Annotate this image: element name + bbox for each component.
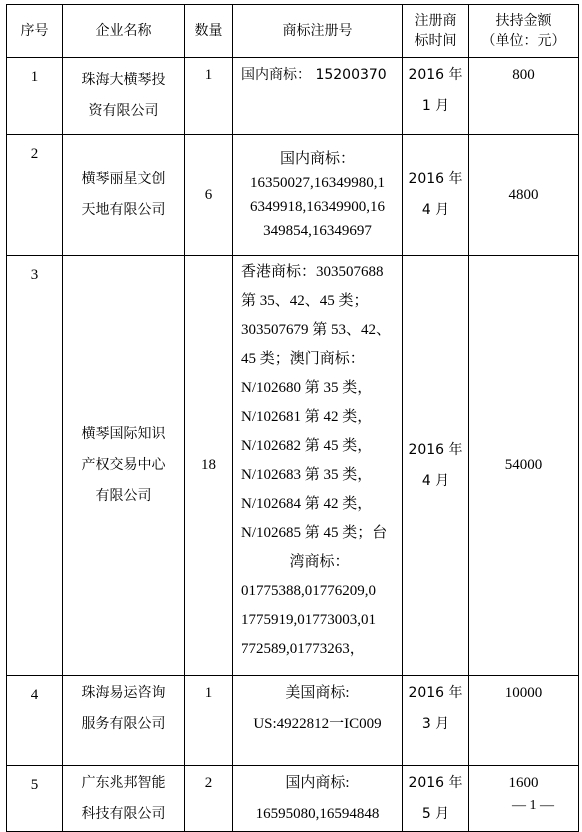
trademark-line: 国内商标:	[285, 775, 350, 791]
row-company	[63, 676, 185, 766]
company-line: 珠海大横琴投	[81, 72, 166, 88]
trademark-line: 772589,01773263，	[241, 641, 365, 657]
row-amount: 54000	[469, 256, 579, 676]
row-index: 2	[7, 135, 63, 256]
table-row	[7, 58, 579, 135]
row-count: 1	[185, 676, 233, 766]
header-amount-line-1: 扶持金额	[495, 13, 552, 29]
trademark-line: 香港商标：303507688	[241, 264, 384, 280]
row-amount: 800	[469, 58, 579, 135]
company-line: 广东兆邦智能	[81, 775, 166, 791]
header-row	[7, 5, 579, 58]
company-line: 科技有限公司	[81, 806, 166, 822]
row-reg-time	[403, 676, 469, 766]
company-line: 横琴国际知识	[81, 426, 166, 442]
reg-time-line: 1 月	[421, 98, 450, 114]
trademark-line: 第 35、42、45 类；	[241, 293, 369, 309]
company-line: 横琴丽星文创	[81, 171, 166, 187]
row-count: 18	[185, 256, 233, 676]
reg-time-line: 2016 年	[408, 171, 463, 187]
trademark-line: 6349918,16349900,16	[250, 199, 385, 215]
table-row	[7, 766, 579, 832]
reg-time-line: 4 月	[421, 472, 450, 489]
trademark-line: US:4922812一IC009	[253, 716, 382, 732]
row-index: 1	[7, 58, 63, 135]
header-company: 企业名称	[63, 5, 185, 58]
row-trademark	[233, 135, 403, 256]
row-reg-time	[403, 766, 469, 832]
trademark-line: 303507679 第 53、42、	[241, 322, 392, 338]
table-row	[7, 676, 579, 766]
reg-time-line: 5 月	[421, 806, 450, 822]
header-reg-time	[403, 5, 469, 58]
trademark-line: 01775388,01776209,0	[241, 583, 376, 599]
trademark-line: 美国商标:	[285, 685, 350, 701]
trademark-line: 1775919,01773003,01	[241, 612, 376, 628]
reg-time-line: 2016 年	[408, 775, 463, 791]
trademark-line: N/102681 第 42 类，	[241, 409, 373, 425]
row-reg-time	[403, 256, 469, 676]
header-amount	[469, 5, 579, 58]
row-count: 2	[185, 766, 233, 832]
row-amount: 10000	[469, 676, 579, 766]
header-trademark: 商标注册号	[233, 5, 403, 58]
trademark-line: N/102680 第 35 类，	[241, 380, 373, 396]
company-line: 资有限公司	[88, 103, 159, 119]
row-amount: 1600	[469, 766, 579, 832]
row-reg-time	[403, 135, 469, 256]
header-reg-time-line-2: 标时间	[414, 33, 457, 49]
trademark-line: 16350027,16349980,1	[250, 175, 385, 191]
row-index: 5	[7, 766, 63, 832]
company-line: 产权交易中心	[81, 457, 166, 473]
reg-time-line: 4 月	[421, 202, 450, 218]
trademark-subsidy-table	[6, 4, 579, 832]
row-amount: 4800	[469, 135, 579, 256]
row-trademark	[233, 676, 403, 766]
trademark-line: N/102683 第 35 类，	[241, 467, 373, 483]
trademark-line: N/102685 第 45 类；台	[241, 525, 388, 541]
table-row	[7, 256, 579, 676]
reg-time-line: 3 月	[421, 716, 450, 732]
company-line: 天地有限公司	[81, 202, 166, 218]
trademark-line: 湾商标：	[289, 554, 350, 570]
trademark-line: N/102682 第 45 类，	[241, 438, 373, 454]
header-reg-time-line-1: 注册商	[414, 13, 457, 29]
row-index: 4	[7, 676, 63, 766]
row-trademark	[233, 766, 403, 832]
reg-time-line: 2016 年	[408, 441, 463, 458]
row-trademark	[233, 58, 403, 135]
company-line: 珠海易运咨询	[81, 685, 166, 701]
row-count: 1	[185, 58, 233, 135]
trademark-line: 国内商标： 15200370	[241, 67, 387, 83]
row-reg-time	[403, 58, 469, 135]
row-company	[63, 135, 185, 256]
page-number: — 1 —	[512, 798, 554, 813]
row-index: 3	[7, 256, 63, 676]
row-count: 6	[185, 135, 233, 256]
header-count: 数量	[185, 5, 233, 58]
row-company	[63, 766, 185, 832]
trademark-line: N/102684 第 42 类，	[241, 496, 373, 512]
header-amount-line-2: （单位：元）	[481, 33, 566, 49]
company-line: 有限公司	[95, 488, 152, 504]
trademark-line: 16595080,16594848	[255, 806, 380, 822]
table-row	[7, 135, 579, 256]
trademark-line: 45 类；澳门商标：	[241, 351, 365, 367]
row-company	[63, 58, 185, 135]
row-company	[63, 256, 185, 676]
company-line: 服务有限公司	[81, 716, 166, 732]
header-index: 序号	[7, 5, 63, 58]
reg-time-line: 2016 年	[408, 685, 463, 701]
row-trademark	[233, 256, 403, 676]
trademark-line: 349854,16349697	[263, 223, 372, 239]
reg-time-line: 2016 年	[408, 67, 463, 83]
trademark-line: 国内商标：	[279, 151, 355, 167]
